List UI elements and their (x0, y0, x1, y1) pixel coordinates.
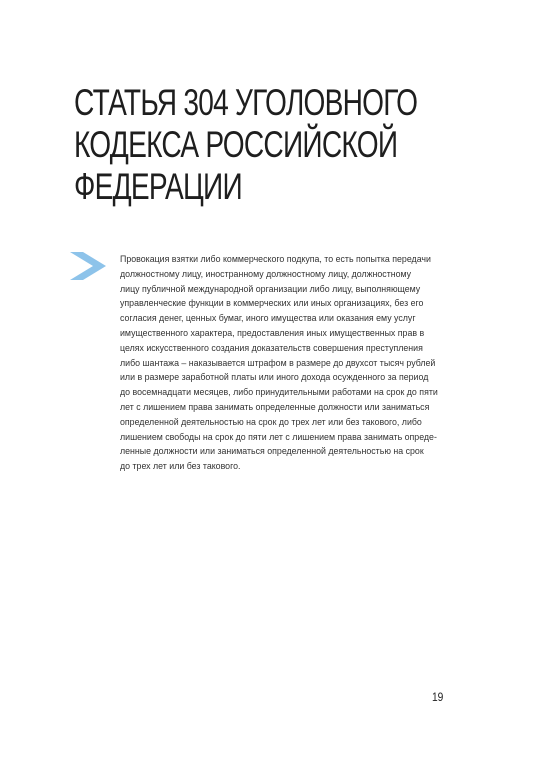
text-line: до восемнадцати месяцев, либо принудительными работами на срок до пяти (120, 387, 438, 398)
text-line: лишением свободы на срок до пяти лет с лишением права занимать опреде- (120, 431, 437, 442)
text-line: Провокация взятки либо коммерческого подкупа, то есть попытка передачи (120, 254, 431, 264)
text-line: ленные должности или заниматься определенной деятельностью на срок (120, 446, 424, 457)
text-line: целях искусственного создания доказательств совершения преступления (120, 342, 423, 353)
article-text (120, 252, 449, 474)
text-line: согласия денег, ценных бумаг, иного имущества или оказания ему услуг (120, 313, 416, 324)
text-line: лицу публичной международной организации либо лицу, выполняющему (120, 283, 421, 294)
chevron-right-icon (70, 252, 106, 280)
text-line: определенной деятельностью на срок до трех лет или без такового, либо (120, 416, 422, 427)
title-line: КОДЕКСА РОССИЙСКОЙ (74, 124, 398, 165)
title-line: ФЕДЕРАЦИИ (74, 166, 242, 207)
text-line: управленческие функции в коммерческих или иных организациях, без его (120, 298, 424, 309)
article-title (74, 82, 418, 208)
text-line: до трех лет или без такового. (120, 461, 241, 472)
text-line: либо шантажа – наказывается штрафом в размере до двухсот тысяч рублей (120, 357, 436, 368)
text-line: должностному лицу, иностранному должностному лицу, должностному (120, 268, 412, 279)
text-line: или в размере заработной платы или иного дохода осужденного за период (120, 372, 429, 383)
page-number: 19 (432, 690, 444, 704)
title-line: СТАТЬЯ 304 УГОЛОВНОГО (74, 82, 418, 123)
text-line: лет с лишением права занимать определенные должности или заниматься (120, 401, 430, 412)
text-line: имущественного характера, предоставления иных имущественных прав в (120, 327, 425, 338)
